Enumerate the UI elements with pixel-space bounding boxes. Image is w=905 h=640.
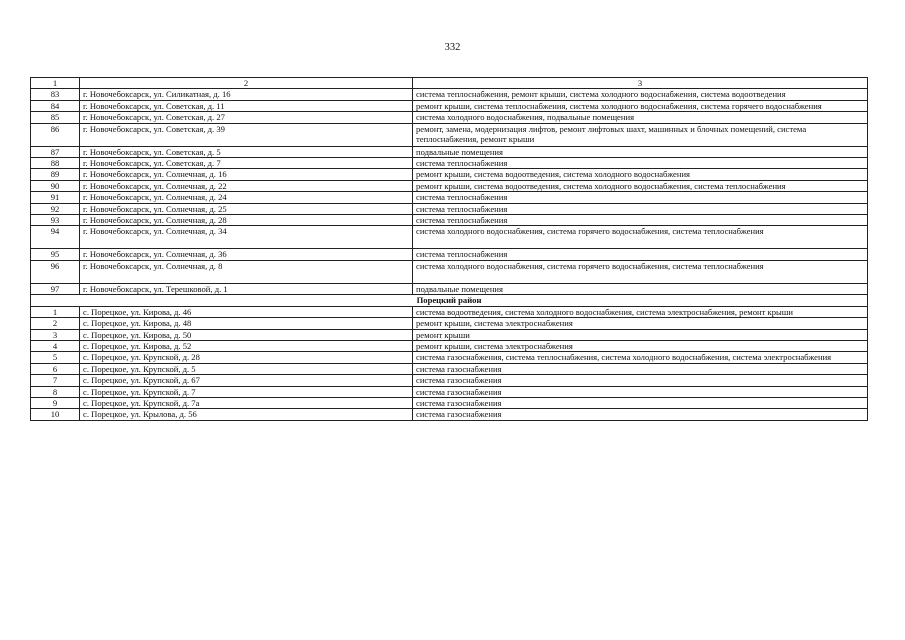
row-address: г. Новочебоксарск, ул. Силикатная, д. 16 [80,89,413,100]
row-address: г. Новочебоксарск, ул. Солнечная, д. 34 [80,226,413,249]
row-works: система теплоснабжения [413,215,868,226]
table-row [31,146,868,157]
row-address: г. Новочебоксарск, ул. Солнечная, д. 36 [80,249,413,260]
row-number: 10 [31,409,80,420]
row-number: 89 [31,169,80,180]
table-row [31,340,868,351]
row-number: 85 [31,112,80,123]
row-address: г. Новочебоксарск, ул. Солнечная, д. 22 [80,180,413,191]
row-address: г. Новочебоксарск, ул. Солнечная, д. 24 [80,192,413,203]
table-row [31,89,868,100]
table-row [31,203,868,214]
row-address: г. Новочебоксарск, ул. Солнечная, д. 28 [80,215,413,226]
row-number: 94 [31,226,80,249]
row-address: г. Новочебоксарск, ул. Советская, д. 7 [80,158,413,169]
row-number: 90 [31,180,80,191]
row-works: подвальные помещения [413,146,868,157]
table-row [31,409,868,420]
row-address: с. Порецкое, ул. Кирова, д. 50 [80,329,413,340]
row-number: 5 [31,352,80,363]
row-number: 84 [31,100,80,111]
row-number: 91 [31,192,80,203]
row-address: г. Новочебоксарск, ул. Советская, д. 5 [80,146,413,157]
table-row [31,192,868,203]
row-works: система газоснабжения [413,409,868,420]
row-address: г. Новочебоксарск, ул. Терешковой, д. 1 [80,283,413,294]
row-address: с. Порецкое, ул. Крупской, д. 7 [80,386,413,397]
table-row [31,318,868,329]
row-address: г. Новочебоксарск, ул. Советская, д. 11 [80,100,413,111]
row-number: 95 [31,249,80,260]
row-works: ремонт крыши [413,329,868,340]
row-address: с. Порецкое, ул. Крупской, д. 67 [80,375,413,386]
row-works: ремонт крыши, система водоотведения, система холодного водоснабжения, система теплоснабжения [413,180,868,191]
row-number: 1 [31,306,80,317]
row-number: 87 [31,146,80,157]
table-row [31,169,868,180]
row-works: система теплоснабжения [413,158,868,169]
row-number: 6 [31,363,80,374]
column-header-address: 2 [80,78,413,89]
row-address: г. Новочебоксарск, ул. Солнечная, д. 16 [80,169,413,180]
page-number: 332 [444,42,461,53]
table-row [31,306,868,317]
row-works: система теплоснабжения, ремонт крыши, система холодного водоснабжения, система водоотведения [413,89,868,100]
row-works: система газоснабжения [413,363,868,374]
row-number: 8 [31,386,80,397]
row-address: г. Новочебоксарск, ул. Советская, д. 39 [80,123,413,146]
table-row [31,249,868,260]
row-number: 93 [31,215,80,226]
row-number: 7 [31,375,80,386]
row-works: ремонт крыши, система электроснабжения [413,318,868,329]
row-address: г. Новочебоксарск, ул. Советская, д. 27 [80,112,413,123]
row-works: ремонт, замена, модернизация лифтов, ремонт лифтовых шахт, машинных и блочных помещений, система теплоснабжения, ремонт крыши [413,123,868,146]
row-works: система теплоснабжения [413,192,868,203]
row-address: г. Новочебоксарск, ул. Солнечная, д. 8 [80,260,413,283]
row-address: г. Новочебоксарск, ул. Солнечная, д. 25 [80,203,413,214]
row-address: с. Порецкое, ул. Крупской, д. 28 [80,352,413,363]
row-works: система газоснабжения [413,375,868,386]
row-number: 4 [31,340,80,351]
section-heading-row [31,295,868,306]
row-address: с. Порецкое, ул. Кирова, д. 52 [80,340,413,351]
row-works: система газоснабжения, система теплоснабжения, система холодного водоснабжения, система электроснабжения [413,352,868,363]
row-number: 83 [31,89,80,100]
section-title: Порецкий район [31,295,868,306]
header-row [31,78,868,89]
row-address: с. Порецкое, ул. Кирова, д. 46 [80,306,413,317]
row-works: система теплоснабжения [413,203,868,214]
table-row [31,260,868,283]
row-number: 3 [31,329,80,340]
row-works: ремонт крыши, система водоотведения, система холодного водоснабжения [413,169,868,180]
table-row [31,112,868,123]
table-row [31,283,868,294]
row-address: с. Порецкое, ул. Крупской, д. 7а [80,397,413,408]
row-works: ремонт крыши, система электроснабжения [413,340,868,351]
table-row [31,386,868,397]
row-number: 2 [31,318,80,329]
table-row [31,329,868,340]
works-table [30,77,868,421]
table-row [31,215,868,226]
row-works: система холодного водоснабжения, система горячего водоснабжения, система теплоснабжения [413,260,868,283]
row-number: 97 [31,283,80,294]
table-row [31,100,868,111]
table-row [31,123,868,146]
column-header-works: 3 [413,78,868,89]
table-row [31,226,868,249]
row-number: 96 [31,260,80,283]
row-address: с. Порецкое, ул. Крупской, д. 5 [80,363,413,374]
table-body [31,78,868,421]
row-works: система газоснабжения [413,397,868,408]
row-number: 86 [31,123,80,146]
row-number: 9 [31,397,80,408]
table-row [31,158,868,169]
row-address: с. Порецкое, ул. Кирова, д. 48 [80,318,413,329]
row-works: система холодного водоснабжения, система горячего водоснабжения, система теплоснабжения [413,226,868,249]
table-row [31,180,868,191]
row-works: ремонт крыши, система теплоснабжения, система холодного водоснабжения, система горячего водоснабжения [413,100,868,111]
row-works: система холодного водоснабжения, подвальные помещения [413,112,868,123]
table-row [31,352,868,363]
table-row [31,375,868,386]
column-header-number: 1 [31,78,80,89]
row-works: система газоснабжения [413,386,868,397]
row-number: 92 [31,203,80,214]
row-number: 88 [31,158,80,169]
table-row [31,363,868,374]
table-row [31,397,868,408]
row-works: система теплоснабжения [413,249,868,260]
row-works: подвальные помещения [413,283,868,294]
row-address: с. Порецкое, ул. Крылова, д. 56 [80,409,413,420]
row-works: система водоотведения, система холодного водоснабжения, система электроснабжения, ремонт крыши [413,306,868,317]
